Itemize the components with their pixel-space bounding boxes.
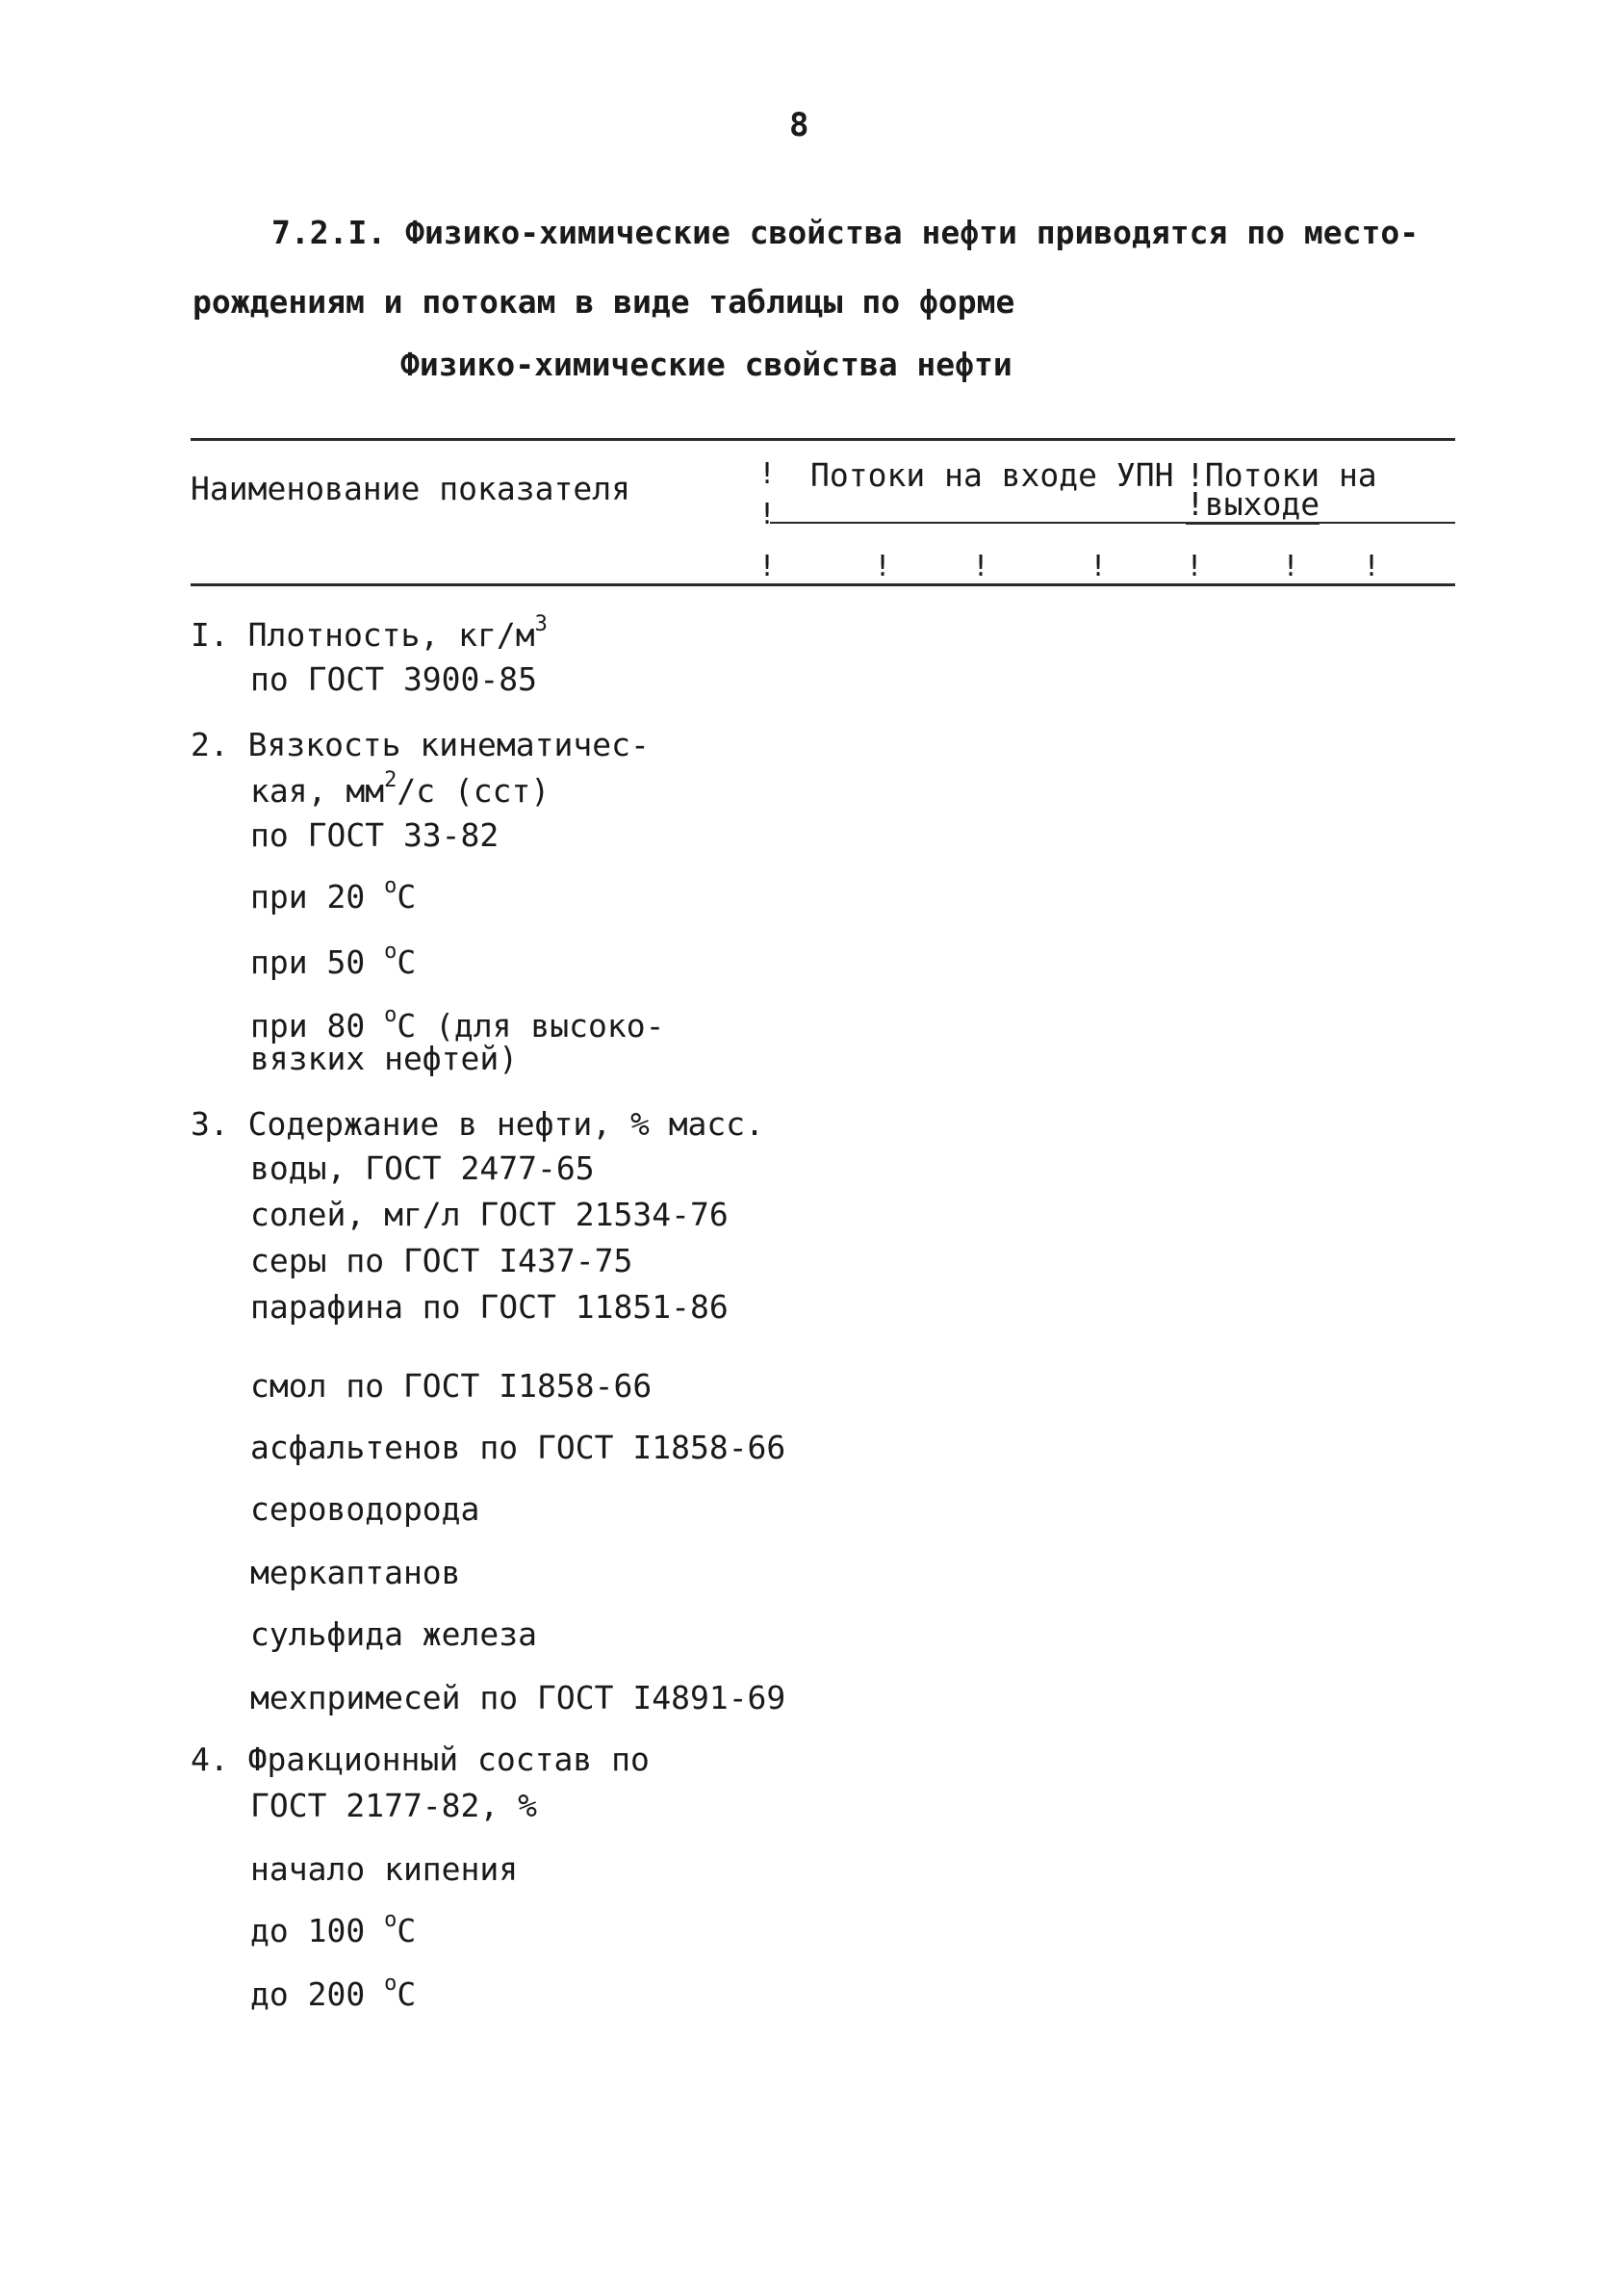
row-text: I. Плотность, кг/м <box>191 616 535 654</box>
header-separator: ! <box>758 498 777 531</box>
column-header-indicator: Наименование показателя <box>191 470 630 507</box>
column-mark: ! <box>1363 550 1381 583</box>
row-text: /с (сст) <box>397 772 551 810</box>
row-text: смол по ГОСТ I1858-66 <box>250 1367 653 1405</box>
row-text <box>250 940 417 982</box>
superscript: о <box>384 874 397 898</box>
row-text <box>250 874 417 916</box>
row-text: С <box>397 943 417 981</box>
outlet-label: !выходе <box>1186 485 1320 523</box>
column-mark: ! <box>972 550 990 583</box>
column-mark: ! <box>1186 550 1204 583</box>
header-separator: ! <box>758 457 777 491</box>
row-fractional: 4. Фракционный состав по <box>191 1741 650 1778</box>
row-text: кая, мм <box>250 772 385 810</box>
row-text: меркаптанов <box>250 1554 461 1591</box>
superscript: о <box>384 940 397 964</box>
row-text: вязких нефтей) <box>250 1040 519 1077</box>
row-text: при 80 <box>250 1007 385 1045</box>
table-top-rule <box>191 438 1455 441</box>
superscript: 2 <box>384 768 397 792</box>
row-text: сульфида железа <box>250 1615 538 1653</box>
row-text: сероводорода <box>250 1490 480 1528</box>
row-text: асфальтенов по ГОСТ I1858-66 <box>250 1429 786 1466</box>
row-text: парафина по ГОСТ 11851-86 <box>250 1288 729 1326</box>
superscript: 3 <box>534 612 548 636</box>
row-text: при 20 <box>250 878 385 916</box>
row-text: серы по ГОСТ I437-75 <box>250 1242 633 1279</box>
row-text: воды, ГОСТ 2477-65 <box>250 1149 595 1187</box>
row-text: начало кипения <box>250 1850 519 1888</box>
row-content: 3. Содержание в нефти, % масс. <box>191 1105 765 1143</box>
row-text: при 50 <box>250 943 385 981</box>
row-density <box>191 612 548 655</box>
row-text <box>250 1908 417 1950</box>
paragraph-line-1: 7.2.I. Физико-химические свойства нефти приводятся по место- <box>271 214 1420 251</box>
column-header-inlet-streams: Потоки на входе УПН <box>810 456 1174 494</box>
header-mid-rule <box>770 522 1455 524</box>
row-text: С <box>397 1975 417 2013</box>
row-text: солей, мг/л ГОСТ 21534-76 <box>250 1196 729 1233</box>
row-text: по ГОСТ 33-82 <box>250 816 500 854</box>
row-text: по ГОСТ 3900-85 <box>250 660 538 698</box>
row-viscosity: 2. Вязкость кинематичес- <box>191 726 650 763</box>
row-text: С (для высоко- <box>397 1007 665 1045</box>
row-text: до 100 <box>250 1912 385 1949</box>
row-text: мехпримесей по ГОСТ I4891-69 <box>250 1679 786 1716</box>
row-text <box>250 768 551 811</box>
column-mark: ! <box>874 550 892 583</box>
paragraph-line-2: рождениям и потокам в виде таблицы по форме <box>192 283 1015 321</box>
row-text: до 200 <box>250 1975 385 2013</box>
row-text: ГОСТ 2177-82, % <box>250 1787 538 1824</box>
superscript: о <box>384 1908 397 1932</box>
column-mark: ! <box>1282 550 1300 583</box>
row-text: С <box>397 1912 417 1949</box>
column-header-outlet-streams: !Потоки на <box>1186 456 1377 494</box>
superscript: о <box>384 1972 397 1996</box>
column-mark: ! <box>758 550 777 583</box>
header-bottom-rule <box>191 583 1455 586</box>
row-text <box>250 1972 417 2014</box>
page-number: 8 <box>789 106 809 144</box>
row-text: С <box>397 878 417 916</box>
column-header-outlet-streams-line2 <box>1186 485 1320 523</box>
table-title: Физико-химические свойства нефти <box>400 346 1012 383</box>
superscript: о <box>384 1003 397 1027</box>
column-mark: ! <box>1089 550 1108 583</box>
